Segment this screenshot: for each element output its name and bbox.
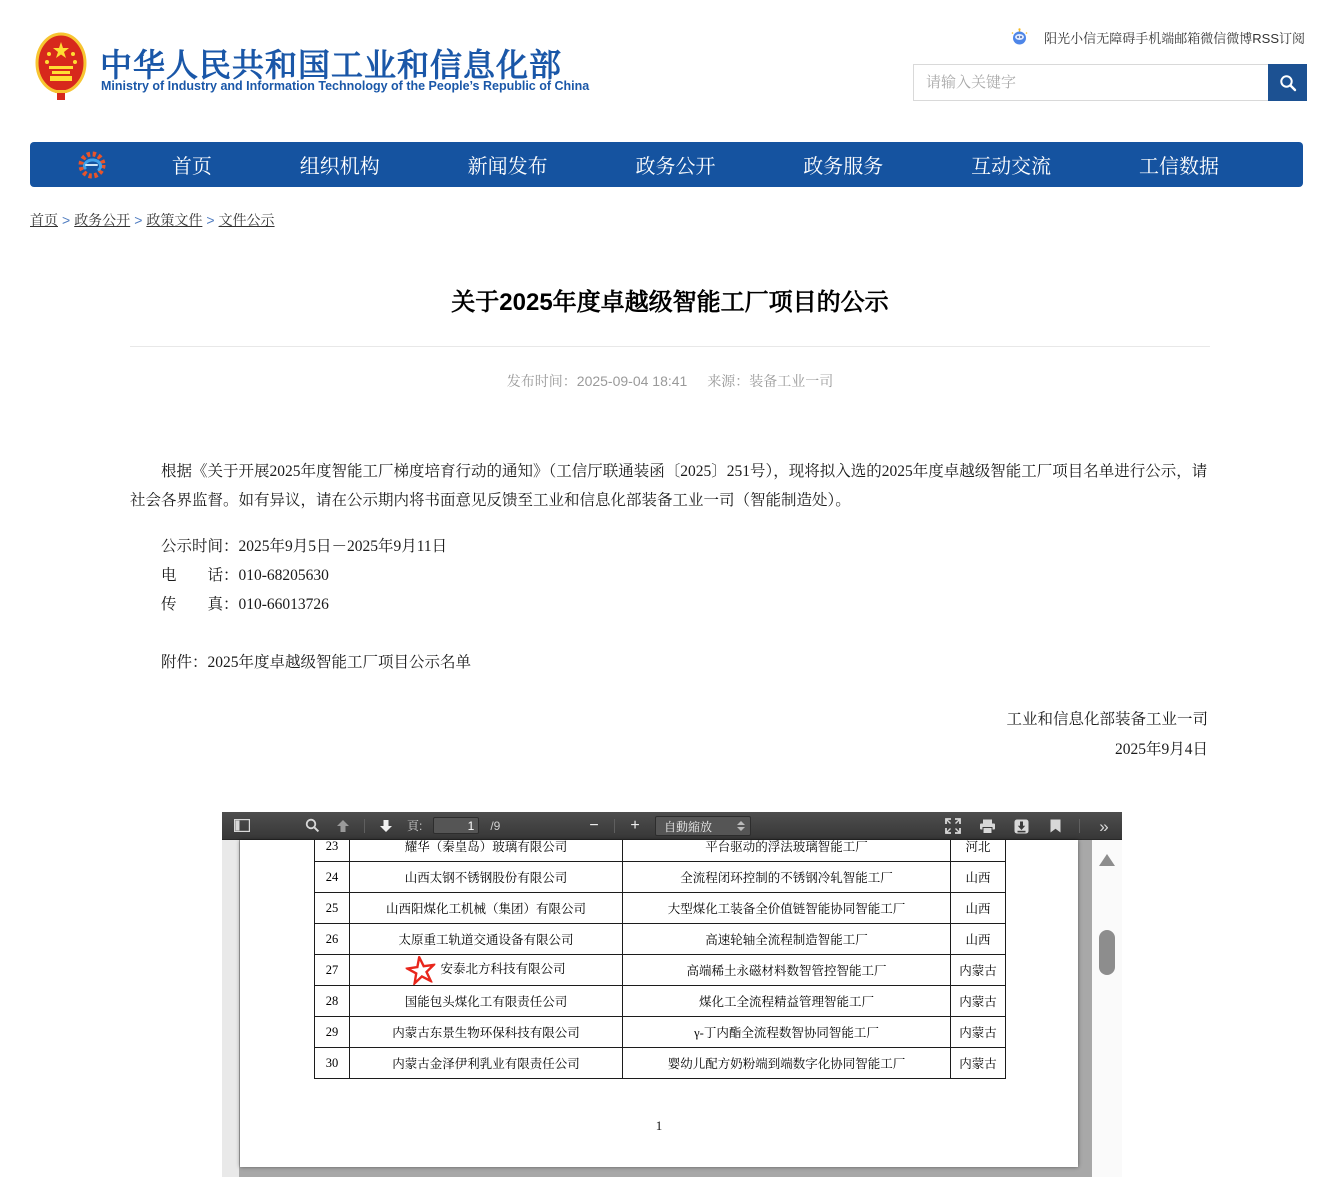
miit-gear-logo-icon — [76, 149, 108, 181]
star-annotation-icon — [405, 955, 439, 986]
row-number: 29 — [315, 1017, 350, 1048]
company-cell — [350, 924, 623, 955]
presentation-mode-icon[interactable] — [943, 815, 963, 837]
table-row — [315, 1017, 1006, 1048]
scrollbar-thumb[interactable] — [1099, 930, 1115, 975]
signature-date: 2025年9月4日 — [1114, 741, 1208, 758]
nav-item[interactable]: 政务服务 — [803, 156, 884, 178]
breadcrumb-item[interactable]: 文件公示 — [218, 212, 275, 228]
print-icon[interactable] — [977, 815, 997, 837]
breadcrumb-separator: > — [134, 212, 143, 228]
row-number: 30 — [315, 1048, 350, 1079]
title-divider — [130, 317, 1210, 347]
company-name: 山西太钢不锈钢股份有限公司 — [404, 871, 568, 885]
zoom-out-icon[interactable]: − — [589, 817, 599, 834]
breadcrumb-item[interactable]: 首页 — [30, 212, 58, 228]
article-meta — [130, 347, 1210, 391]
nav-item[interactable]: 工信数据 — [1138, 156, 1219, 178]
row-number: 28 — [315, 986, 350, 1017]
pdf-viewer — [222, 812, 1122, 1177]
breadcrumb-separator: > — [62, 212, 71, 228]
province: 内蒙古 — [951, 986, 1006, 1017]
site-title: 中华人民共和国工业和信息化部 — [100, 47, 563, 83]
company-name: 内蒙古金泽伊利乳业有限责任公司 — [392, 1057, 580, 1071]
project-name: 煤化工全流程精益管理智能工厂 — [623, 986, 951, 1017]
company-name: 安泰北方科技有限公司 — [440, 961, 566, 976]
table-row — [315, 924, 1006, 955]
page-up-icon[interactable] — [333, 815, 353, 837]
smart-factory-table — [314, 840, 1006, 1079]
project-name: 婴幼儿配方奶粉端到端数字化协同智能工厂 — [623, 1048, 951, 1079]
zoom-select-value: 自動縮放 — [664, 819, 713, 834]
table-row — [315, 862, 1006, 893]
page-title: 关于2025年度卓越级智能工厂项目的公示 — [451, 289, 889, 316]
page-number-input[interactable] — [433, 817, 479, 834]
zoom-select[interactable] — [655, 816, 751, 836]
company-cell — [350, 1048, 623, 1079]
company-name: 内蒙古东景生物环保科技有限公司 — [392, 1026, 580, 1040]
zoom-in-icon[interactable]: + — [630, 817, 640, 834]
site-subtitle: Ministry of Industry and Information Technology of the People’s Republic of China — [101, 79, 590, 93]
company-name: 山西阳煤化工机械（集团）有限公司 — [385, 902, 586, 916]
row-number: 23 — [315, 840, 350, 862]
company-cell — [350, 986, 623, 1017]
province: 山西 — [951, 893, 1006, 924]
company-name: 国能包头煤化工有限责任公司 — [404, 995, 568, 1009]
pdf-content-area — [222, 840, 1122, 1177]
nav-item[interactable]: 互动交流 — [971, 156, 1052, 178]
national-emblem-logo — [35, 32, 87, 100]
article — [130, 282, 1210, 765]
province: 内蒙古 — [951, 1017, 1006, 1048]
sunshine-mascot-icon — [1010, 28, 1029, 47]
header-link[interactable]: 微博 — [1226, 31, 1253, 46]
phone-line: 电 话：010-68205630 — [161, 567, 329, 584]
attachment-link[interactable]: 附件：2025年度卓越级智能工厂项目公示名单 — [161, 654, 472, 671]
company-cell — [350, 893, 623, 924]
province: 河北 — [951, 840, 1006, 862]
pdf-toolbar — [222, 812, 1122, 840]
pdf-page-number: 1 — [655, 1118, 663, 1133]
pdf-left-gutter — [222, 840, 239, 1177]
table-row — [315, 840, 1006, 862]
project-name: 高端稀土永磁材料数智管控智能工厂 — [623, 955, 951, 986]
province: 山西 — [951, 862, 1006, 893]
page-label: 頁: — [407, 819, 423, 833]
nav-item[interactable]: 首页 — [171, 156, 212, 178]
breadcrumb-item[interactable]: 政务公开 — [74, 212, 131, 228]
find-icon[interactable] — [302, 815, 322, 837]
publish-time: 发布时间：2025-09-04 18:41 — [506, 373, 688, 389]
project-name: 全流程闭环控制的不锈钢冷轧智能工厂 — [623, 862, 951, 893]
header-link[interactable]: 微信 — [1200, 31, 1227, 46]
company-name: 太原重工轨道交通设备有限公司 — [398, 933, 574, 947]
article-source: 来源：装备工业一司 — [707, 373, 834, 389]
page-down-icon[interactable] — [376, 815, 396, 837]
breadcrumb-item[interactable]: 政策文件 — [146, 212, 203, 228]
search-button[interactable] — [1268, 64, 1307, 101]
header-link[interactable]: 手机端 — [1135, 31, 1175, 46]
company-cell — [350, 1017, 623, 1048]
table-row — [315, 1048, 1006, 1079]
row-number: 24 — [315, 862, 350, 893]
page-total: /9 — [490, 818, 501, 833]
header-link[interactable]: 阳光小信 — [1044, 31, 1097, 46]
toolbar-more-icon[interactable]: » — [1099, 816, 1109, 836]
bookmark-icon[interactable] — [1045, 815, 1065, 837]
province: 内蒙古 — [951, 955, 1006, 986]
nav-item[interactable]: 政务公开 — [635, 156, 716, 178]
signature-org: 工业和信息化部装备工业一司 — [1006, 711, 1208, 728]
header-link[interactable]: 邮箱 — [1174, 31, 1201, 46]
pdf-page — [240, 840, 1078, 1167]
table-row — [315, 986, 1006, 1017]
header-link[interactable]: RSS订阅 — [1252, 31, 1305, 46]
pdf-scrollbar[interactable] — [1092, 840, 1122, 1177]
scroll-up-icon[interactable] — [1099, 854, 1115, 866]
company-cell — [350, 840, 623, 862]
nav-item[interactable]: 新闻发布 — [467, 156, 548, 178]
lead-paragraph: 根据《关于开展2025年度智能工厂梯度培育行动的通知》（工信厅联通装函〔2025〕251号），现将拟入选的2025年度卓越级智能工厂项目名单进行公示，请社会各界监督。如有异议，请在公示期内将书面意见反馈至工业和信息化部装备工业一司（智能制造处）。 — [130, 463, 1208, 509]
breadcrumb-separator: > — [206, 212, 215, 228]
sidebar-toggle-icon[interactable] — [232, 815, 252, 837]
search-bar — [913, 64, 1307, 101]
row-number: 27 — [315, 955, 350, 986]
project-name: 大型煤化工装备全价值链智能协同智能工厂 — [623, 893, 951, 924]
select-spinner-icon — [737, 821, 745, 831]
table-row — [315, 893, 1006, 924]
province: 内蒙古 — [951, 1048, 1006, 1079]
breadcrumb — [30, 210, 275, 230]
nav-item[interactable]: 组织机构 — [299, 156, 380, 178]
fax-line: 传 真：010-66013726 — [161, 596, 329, 613]
row-number: 26 — [315, 924, 350, 955]
province: 山西 — [951, 924, 1006, 955]
company-cell — [350, 862, 623, 893]
company-name: 耀华（秦皇岛）玻璃有限公司 — [404, 840, 568, 854]
search-input[interactable] — [913, 64, 1268, 101]
project-name: 平台驱动的浮法玻璃智能工厂 — [623, 840, 951, 862]
main-nav — [30, 142, 1303, 187]
project-name: γ-丁内酯全流程数智协同智能工厂 — [623, 1017, 951, 1048]
search-icon — [1279, 74, 1297, 92]
company-cell — [350, 955, 623, 986]
header-link[interactable]: 无障碍 — [1096, 31, 1136, 46]
download-icon[interactable] — [1011, 815, 1031, 837]
table-row — [315, 955, 1006, 986]
row-number: 25 — [315, 893, 350, 924]
publicity-period-line: 公示时间：2025年9月5日－2025年9月11日 — [161, 538, 448, 555]
project-name: 高速轮轴全流程制造智能工厂 — [623, 924, 951, 955]
header-quick-links — [1010, 28, 1305, 47]
